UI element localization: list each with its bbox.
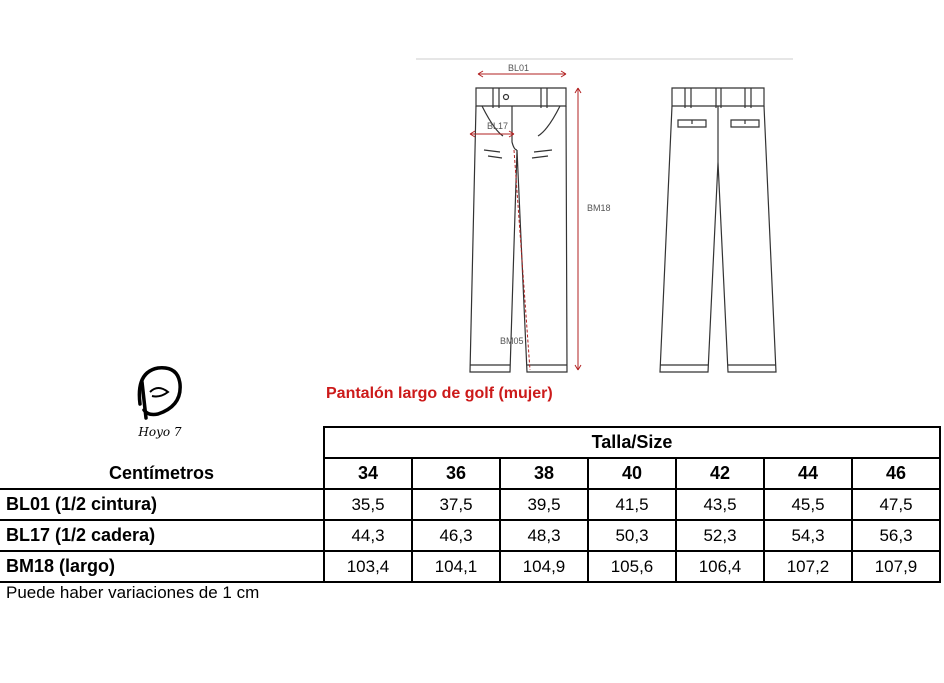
value-cell: 103,4 (324, 551, 412, 582)
units-label: Centímetros (108, 462, 215, 483)
value-cell: 105,6 (588, 551, 676, 582)
value-cell: 104,1 (412, 551, 500, 582)
row-label: BL01 (1/2 cintura) (0, 489, 324, 520)
product-title: Pantalón largo de golf (mujer) (326, 385, 553, 402)
value-cell: 39,5 (500, 489, 588, 520)
size-table (0, 426, 941, 583)
value-cell: 106,4 (676, 551, 764, 582)
table-row (0, 489, 940, 520)
value-cell: 46,3 (412, 520, 500, 551)
row-label: BM18 (largo) (0, 551, 324, 582)
table-header-row (0, 427, 940, 458)
bm18-label: BM18 (587, 203, 611, 213)
value-cell: 107,2 (764, 551, 852, 582)
row-label: BL17 (1/2 cadera) (0, 520, 324, 551)
value-cell: 41,5 (588, 489, 676, 520)
logo-text: Hoyo 7 (138, 425, 182, 439)
size-cell: 46 (852, 458, 940, 489)
size-cell: 34 (324, 458, 412, 489)
bl01-label: BL01 (508, 63, 530, 73)
variation-note: Puede haber variaciones de 1 cm (6, 583, 260, 602)
table-row (0, 551, 940, 582)
table-row (0, 520, 940, 551)
blank-cell (0, 427, 324, 458)
value-cell: 104,9 (500, 551, 588, 582)
value-cell: 35,5 (324, 489, 412, 520)
size-cell: 38 (500, 458, 588, 489)
value-cell: 48,3 (500, 520, 588, 551)
size-header: Talla/Size (324, 427, 940, 458)
value-cell: 37,5 (412, 489, 500, 520)
value-cell: 107,9 (852, 551, 940, 582)
value-cell: 45,5 (764, 489, 852, 520)
bl17-label: BL17 (487, 121, 509, 131)
value-cell: 43,5 (676, 489, 764, 520)
size-cell: 44 (764, 458, 852, 489)
bm05-label: BM05 (500, 336, 524, 346)
value-cell: 44,3 (324, 520, 412, 551)
value-cell: 47,5 (852, 489, 940, 520)
value-cell: 50,3 (588, 520, 676, 551)
sizes-row (0, 458, 940, 489)
size-cell: 42 (676, 458, 764, 489)
size-cell: 40 (588, 458, 676, 489)
value-cell: 54,3 (764, 520, 852, 551)
front-view (470, 88, 567, 372)
size-cell: 36 (412, 458, 500, 489)
back-view (660, 88, 776, 372)
value-cell: 56,3 (852, 520, 940, 551)
value-cell: 52,3 (676, 520, 764, 551)
